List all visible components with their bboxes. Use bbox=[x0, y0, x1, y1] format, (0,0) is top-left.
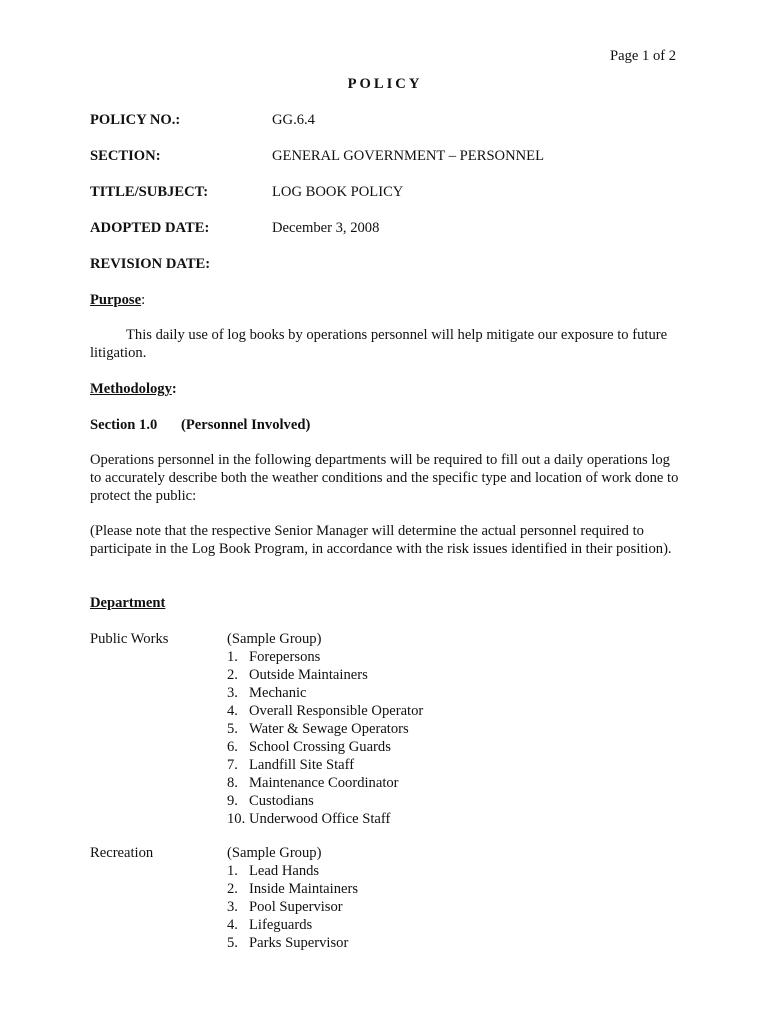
document-title: POLICY bbox=[347, 76, 423, 92]
list-item: 5. Water & Sewage Operators bbox=[227, 721, 409, 737]
adopted-date-label: ADOPTED DATE: bbox=[90, 220, 210, 236]
page-number: Page 1 of 2 bbox=[610, 48, 677, 64]
list-item: 1. Forepersons bbox=[227, 649, 321, 665]
purpose-heading-text: Purpose bbox=[90, 292, 142, 308]
group-label: (Sample Group) bbox=[227, 845, 322, 861]
purpose-heading bbox=[90, 291, 145, 309]
list-item: 9. Custodians bbox=[227, 793, 314, 809]
list-item: 3. Mechanic bbox=[227, 685, 307, 701]
senior-manager-note: (Please note that the respective Senior Manager will determine the actual personnel required to participate in the Log Book Program, in accordance with the risk issues identified in their position). bbox=[90, 523, 672, 557]
purpose-heading-colon: : bbox=[141, 292, 146, 308]
section-number: Section 1.0 bbox=[90, 417, 158, 433]
list-item: 10. Underwood Office Staff bbox=[227, 811, 391, 827]
list-item: 8. Maintenance Coordinator bbox=[227, 775, 399, 791]
revision-date-label: REVISION DATE: bbox=[90, 256, 211, 272]
policy-no-value: GG.6.4 bbox=[272, 112, 315, 128]
adopted-date-value: December 3, 2008 bbox=[272, 220, 380, 236]
list-item: 2. Inside Maintainers bbox=[227, 881, 359, 897]
policy-no-label: POLICY NO.: bbox=[90, 112, 181, 128]
group-label: (Sample Group) bbox=[227, 631, 322, 647]
purpose-text: This daily use of log books by operations personnel will help mitigate our exposure to future litigation. bbox=[90, 327, 668, 361]
recreation-group bbox=[227, 844, 358, 952]
list-item: 4. Lifeguards bbox=[227, 917, 313, 933]
list-item: 3. Pool Supervisor bbox=[227, 899, 343, 915]
list-item: 2. Outside Maintainers bbox=[227, 667, 368, 683]
department-name-public-works: Public Works bbox=[90, 631, 169, 647]
public-works-group bbox=[227, 630, 423, 828]
list-item: 1. Lead Hands bbox=[227, 863, 320, 879]
department-name-recreation: Recreation bbox=[90, 845, 154, 861]
methodology-heading bbox=[90, 380, 177, 398]
list-item: 6. School Crossing Guards bbox=[227, 739, 391, 755]
title-subject-label: TITLE/SUBJECT: bbox=[90, 184, 209, 200]
list-item: 4. Overall Responsible Operator bbox=[227, 703, 424, 719]
methodology-heading-text: Methodology bbox=[90, 381, 172, 397]
section-title: (Personnel Involved) bbox=[181, 417, 311, 433]
operations-paragraph: Operations personnel in the following departments will be required to fill out a daily operations log to accurately describe both the weather conditions and the specific type and location of work done to protect the public: bbox=[90, 452, 679, 504]
list-item: 5. Parks Supervisor bbox=[227, 935, 349, 951]
list-item: 7. Landfill Site Staff bbox=[227, 757, 355, 773]
section-value: GENERAL GOVERNMENT – PERSONNEL bbox=[272, 148, 545, 164]
title-subject-value: LOG BOOK POLICY bbox=[272, 184, 404, 200]
department-heading: Department bbox=[90, 595, 166, 611]
methodology-heading-colon: : bbox=[171, 381, 177, 397]
section-label: SECTION: bbox=[90, 148, 161, 164]
